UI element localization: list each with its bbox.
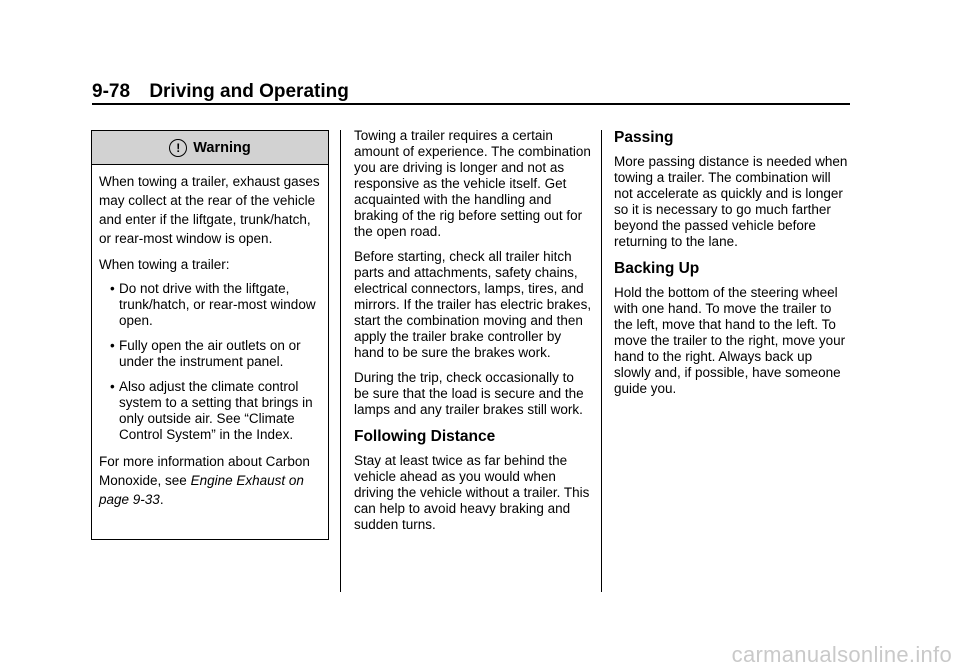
heading-following-distance: Following Distance <box>354 428 496 445</box>
exclamation-circle-icon: ! <box>169 139 187 157</box>
reference-text: For more information about Carbon Monoxide, see <box>99 454 310 488</box>
cross-reference-link[interactable]: Engine Exhaust on page 9-33 <box>99 473 304 507</box>
warning-paragraph: When towing a trailer: <box>99 257 230 272</box>
heading-passing: Passing <box>614 129 674 146</box>
body-paragraph: Towing a trailer requires a certain amount of experience. The combination you are driving is longer and not as responsive as the vehicle itself. Get acquainted with the handling and braking of the rig before setting out for the open road. <box>354 128 591 239</box>
right-column <box>614 128 850 406</box>
warning-header <box>92 131 328 165</box>
reference-end: . <box>159 492 164 507</box>
page-header <box>92 80 850 104</box>
body-paragraph: More passing distance is needed when towing a trailer. The combination will not accelerate as quickly and is longer so it is necessary to go much farther beyond the passed vehicle before returning to the lane. <box>614 154 848 249</box>
warning-box <box>91 130 329 540</box>
body-paragraph: Stay at least twice as far behind the vehicle ahead as you would when driving the vehicle without a trailer. This can help to avoid heavy braking and sudden turns. <box>354 453 590 532</box>
middle-column <box>354 128 592 542</box>
body-paragraph: Before starting, check all trailer hitch parts and attachments, safety chains, electrical connectors, lamps, tires, and mirrors. If the trailer has electric brakes, start the combination moving and then apply the trailer brake controller by hand to be sure the brakes work. <box>354 249 592 360</box>
body-paragraph: Hold the bottom of the steering wheel with one hand. To move the trailer to the left, move that hand to the left. To move the trailer to the right, move your hand to the right. Always back up slowly and, if possible, have someone guide you. <box>614 285 846 396</box>
column-divider <box>601 130 602 592</box>
body-paragraph: During the trip, check occasionally to be sure that the load is secure and the lamps and any trailer brakes still work. <box>354 370 584 417</box>
heading-backing-up: Backing Up <box>614 260 700 277</box>
warning-bullet-list <box>99 281 322 443</box>
watermark: carmanualsonline.info <box>731 642 952 667</box>
section-title: Driving and Operating <box>149 81 349 102</box>
header-rule <box>92 103 850 105</box>
warning-paragraph: When towing a trailer, exhaust gases may collect at the rear of the vehicle and enter if the liftgate, trunk/hatch, or rear-most window is open. <box>99 174 320 246</box>
warning-title: Warning <box>193 139 251 156</box>
page-number: 9-78 <box>92 81 131 102</box>
list-item: • Fully open the air outlets on or under the instrument panel. <box>119 338 322 370</box>
list-item: • Also adjust the climate control system to a setting that brings in only outside air. See “Climate Control System” in the Index. <box>119 379 322 443</box>
warning-body <box>92 165 328 509</box>
column-divider <box>340 130 341 592</box>
warning-paragraph <box>99 452 322 509</box>
list-item: • Do not drive with the liftgate, trunk/hatch, or rear-most window open. <box>119 281 322 329</box>
